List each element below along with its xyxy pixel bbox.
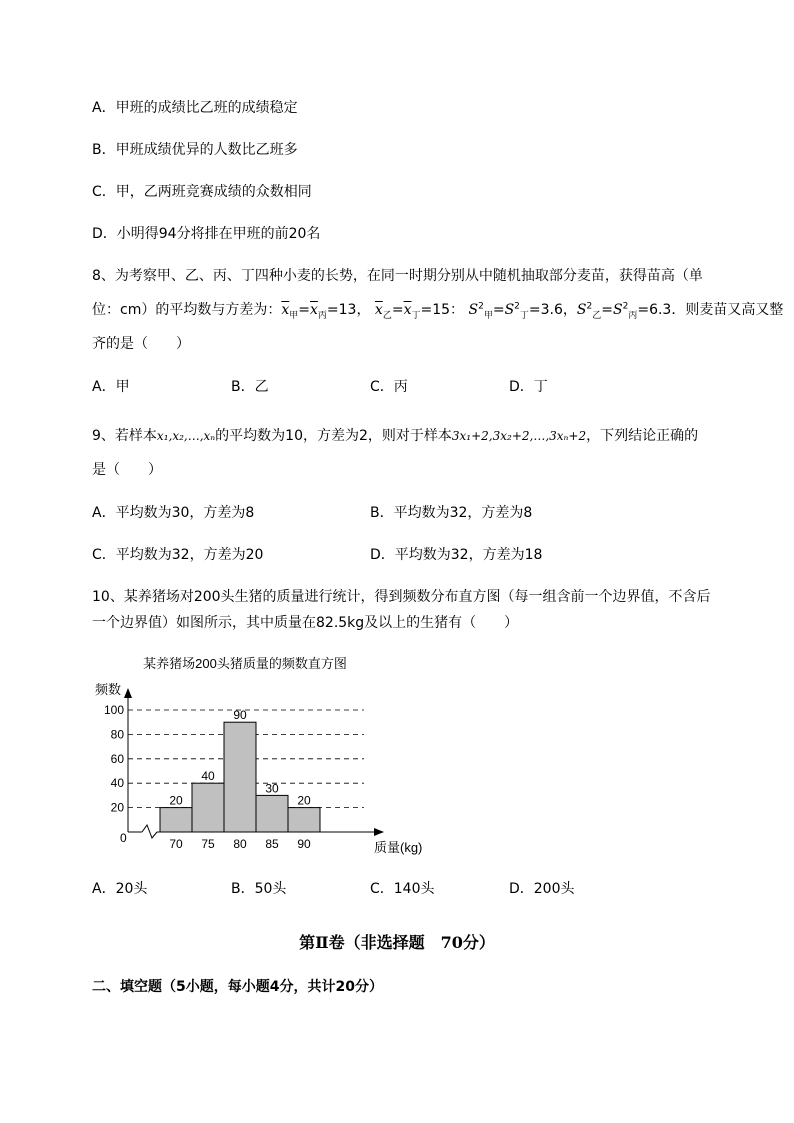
fill-in-heading: 二、填空题（5小题，每小题4分，共计20分） bbox=[92, 979, 383, 995]
y-tick-label: 40 bbox=[110, 776, 124, 791]
variance-symbol: S bbox=[468, 302, 479, 318]
section-title: 第Ⅱ卷（非选择题 70分） bbox=[299, 933, 495, 952]
q10-stem-line2: 一个边界值）如图所示，其中质量在82.5kg及以上的生猪有（ ） bbox=[92, 615, 519, 631]
q9-stem-line2: 是（ ） bbox=[92, 462, 162, 478]
mean-value: =15： bbox=[420, 302, 465, 318]
variance-symbol: S bbox=[504, 302, 515, 318]
x-tick-label: 75 bbox=[201, 837, 215, 851]
q10-option-b: B．50头 bbox=[231, 881, 287, 897]
bar-value-label: 90 bbox=[233, 708, 247, 723]
bar-value-label: 30 bbox=[265, 781, 279, 796]
q7-option-b: B．甲班成绩优异的人数比乙班多 bbox=[92, 142, 298, 158]
variance-sub: 丁 bbox=[519, 310, 529, 321]
bar-value-label: 20 bbox=[297, 793, 311, 808]
sample-expression: x₁,x₂,…,xₙ bbox=[156, 429, 216, 443]
bar-value-label: 20 bbox=[169, 793, 183, 808]
x-tick-label: 85 bbox=[265, 837, 279, 851]
q8-option-b: B．乙 bbox=[231, 379, 269, 395]
q10-stem-line1: 10、某养猪场对200头生猪的质量进行统计，得到频数分布直方图（每一组含前一个边界值，不含后 bbox=[92, 589, 711, 605]
variance-sup: 2 bbox=[514, 301, 520, 312]
q9-option-c: C．平均数为32，方差为20 bbox=[92, 547, 264, 563]
y-tick-label: 60 bbox=[110, 751, 124, 766]
q10-option-c: C．140头 bbox=[370, 881, 435, 897]
variance-sup: 2 bbox=[478, 301, 484, 312]
mean-value: =13， bbox=[326, 302, 371, 318]
y-axis-arrow bbox=[124, 688, 132, 698]
histogram-bar bbox=[256, 795, 288, 832]
q9-prefix: 9、若样本 bbox=[92, 428, 157, 444]
x-tick-label: 80 bbox=[233, 837, 247, 851]
variance-value: =6.3．则麦苗又高又整 bbox=[637, 302, 784, 318]
histogram-bar bbox=[288, 808, 320, 832]
x-tick-label: 90 bbox=[297, 837, 311, 851]
x-axis-arrow bbox=[374, 828, 384, 836]
q7-option-d: D．小明得94分将排在甲班的前20名 bbox=[92, 226, 321, 242]
mean-sub: 丙 bbox=[317, 310, 327, 321]
q8-stem-line2: 位：cm）的平均数与方差为：$\overline{x}_甲=\overline{x}_丙=13$， $\overline{x}_乙=\overline{x}_丁=15$： $S^2_甲=S^2_丁=3.6$，$S^2_乙=S^2_丙=6.3$．则麦苗又高又整 bbox=[92, 301, 784, 321]
variance-sub: 丙 bbox=[628, 310, 638, 321]
mean-symbol: $\overline{x}$ bbox=[281, 302, 290, 318]
q10-option-a: A．20头 bbox=[92, 881, 148, 897]
chart-title: 某养猪场200头猪质量的频数直方图 bbox=[143, 656, 347, 671]
histogram-bar bbox=[192, 783, 224, 832]
q8-stem-line3: 齐的是（ ） bbox=[92, 336, 190, 352]
variance-symbol: S bbox=[576, 302, 587, 318]
q9-option-a: A．平均数为30，方差为8 bbox=[92, 505, 255, 521]
q9-middle: 的平均数为10，方差为2，则对于样本 bbox=[215, 428, 452, 444]
mean-sub: 甲 bbox=[289, 310, 299, 321]
q9-end: ，下列结论正确的 bbox=[586, 428, 699, 444]
q7-option-c: C．甲，乙两班竞赛成绩的众数相同 bbox=[92, 184, 312, 200]
mean-symbol: $\overline{x}$ bbox=[374, 302, 383, 318]
y-axis-label: 频数 bbox=[95, 682, 122, 697]
q8-option-d: D．丁 bbox=[509, 379, 548, 395]
mean-symbol: $\overline{x}$ bbox=[403, 302, 412, 318]
q7-option-a: A．甲班的成绩比乙班的成绩稳定 bbox=[92, 100, 298, 116]
variance-sub: 乙 bbox=[592, 310, 602, 321]
q9-option-d: D．平均数为32，方差为18 bbox=[370, 547, 543, 563]
histogram-bar bbox=[160, 808, 192, 832]
variance-sub: 甲 bbox=[483, 310, 493, 321]
q8-option-c: C．丙 bbox=[370, 379, 408, 395]
q8-stem-line1: 8、为考察甲、乙、丙、丁四种小麦的长势，在同一时期分别从中随机抽取部分麦苗，获得苗高（单 bbox=[92, 268, 703, 284]
axis-break-zigzag bbox=[142, 825, 157, 838]
q9-option-b: B．平均数为32，方差为8 bbox=[370, 505, 533, 521]
y-tick-label: 80 bbox=[110, 727, 124, 742]
q8-option-a: A．甲 bbox=[92, 379, 130, 395]
mean-sub: 丁 bbox=[411, 310, 421, 321]
histogram-bar bbox=[224, 722, 256, 832]
q10-option-d: D．200头 bbox=[509, 881, 575, 897]
y-tick-label: 100 bbox=[103, 703, 124, 717]
variance-sup: 2 bbox=[622, 301, 629, 312]
mean-symbol: $\overline{x}$ bbox=[310, 302, 318, 318]
bar-value-label: 40 bbox=[201, 769, 215, 784]
variance-symbol: S bbox=[613, 302, 623, 318]
x-tick-label: 70 bbox=[169, 837, 183, 851]
x-axis-label: 质量(kg) bbox=[374, 840, 423, 855]
origin-label: 0 bbox=[120, 831, 127, 845]
variance-value: =3.6， bbox=[528, 302, 577, 318]
y-tick-label: 20 bbox=[110, 800, 124, 815]
transformed-sample-expression: 3x₁+2,3x₂+2,…,3xₙ+2 bbox=[451, 429, 587, 443]
mean-sub: 乙 bbox=[382, 310, 392, 321]
q8-line2-prefix: 位：cm）的平均数与方差为： bbox=[92, 302, 282, 318]
variance-sup: 2 bbox=[586, 301, 593, 312]
